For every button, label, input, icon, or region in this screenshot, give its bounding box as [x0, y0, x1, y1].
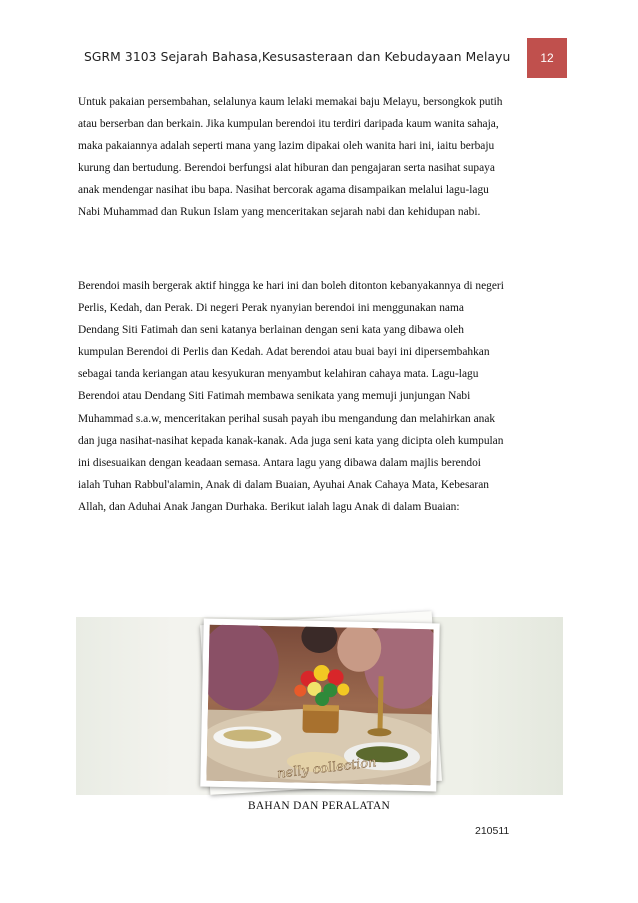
text-line: Dendang Siti Fatimah dan seni katanya berlainan dengan seni kata yang dibawa oleh	[78, 324, 464, 337]
text-line: kurung dan bertudung. Berendoi berfungsi alat hiburan dan pengajaran serta nasihat supaya	[78, 162, 495, 175]
text-line: Allah, dan Aduhai Anak Jangan Durhaka. Berikut ialah lagu Anak di dalam Buaian:	[78, 500, 460, 513]
text-line: Nabi Muhammad dan Rukun Islam yang menceritakan sejarah nabi dan kehidupan nabi.	[78, 206, 481, 219]
text-line: ini disesuaikan dengan keadaan semasa. Antara lagu yang dibawa dalam majlis berendoi	[78, 456, 481, 469]
paragraph-1	[78, 91, 573, 224]
header-title: SGRM 3103 Sejarah Bahasa,Kesusasteraan dan Kebudayaan Melayu	[84, 50, 511, 64]
footer-code: 210511	[475, 825, 510, 837]
page-header	[0, 38, 638, 78]
text-line: maka pakaiannya adalah seperti mana yang lazim dipakai oleh wanita hari ini, iaitu berbaju	[78, 140, 495, 153]
figure-photo	[200, 619, 439, 792]
text-line: ialah Tuhan Rabbul'alamin, Anak di dalam Buaian, Ayuhai Anak Cahaya Mata, Kebesaran	[78, 478, 489, 491]
text-line: Muhammad s.a.w, menceritakan perihal susah payah ibu mengandung dan melahirkan anak	[78, 412, 496, 425]
svg-text:nelly collection: nelly collection	[276, 755, 378, 782]
text-line: anak mendengar nasihat ibu bapa. Nasihat bercorak agama disampaikan melalui lagu-lagu	[78, 184, 489, 197]
text-line: Perlis, Kedah, dan Perak. Di negeri Perak nyanyian berendoi ini menggunakan nama	[78, 302, 464, 315]
page-number-badge: 12	[527, 38, 567, 78]
text-line: Berendoi masih bergerak aktif hingga ke hari ini dan boleh ditonton kebanyakannya di negeri	[78, 280, 504, 292]
text-line: sebagai tanda keriangan atau kesyukuran menyambut kelahiran cahaya mata. Lagu-lagu	[78, 368, 479, 381]
text-line: kumpulan Berendoi di Perlis dan Kedah. Adat berendoi atau buai bayi ini dipersembahkan	[78, 346, 490, 359]
figure-caption: BAHAN DAN PERALATAN	[247, 800, 391, 812]
paragraph-2	[78, 275, 573, 518]
text-line: Berendoi atau Dendang Siti Fatimah membawa senikata yang memuji junjungan Nabi	[78, 390, 471, 403]
text-line: dan juga nasihat-nasihat kepada kanak-kanak. Ada juga seni kata yang dicipta oleh kumpulan	[78, 434, 504, 447]
text-line: atau berserban dan berkain. Jika kumpulan berendoi itu terdiri daripada kaum wanita sahaja,	[78, 118, 499, 131]
ceremony-photo-illustration	[206, 625, 433, 786]
text-line: Untuk pakaian persembahan, selalunya kaum lelaki memakai baju Melayu, bersongkok putih	[78, 96, 503, 108]
